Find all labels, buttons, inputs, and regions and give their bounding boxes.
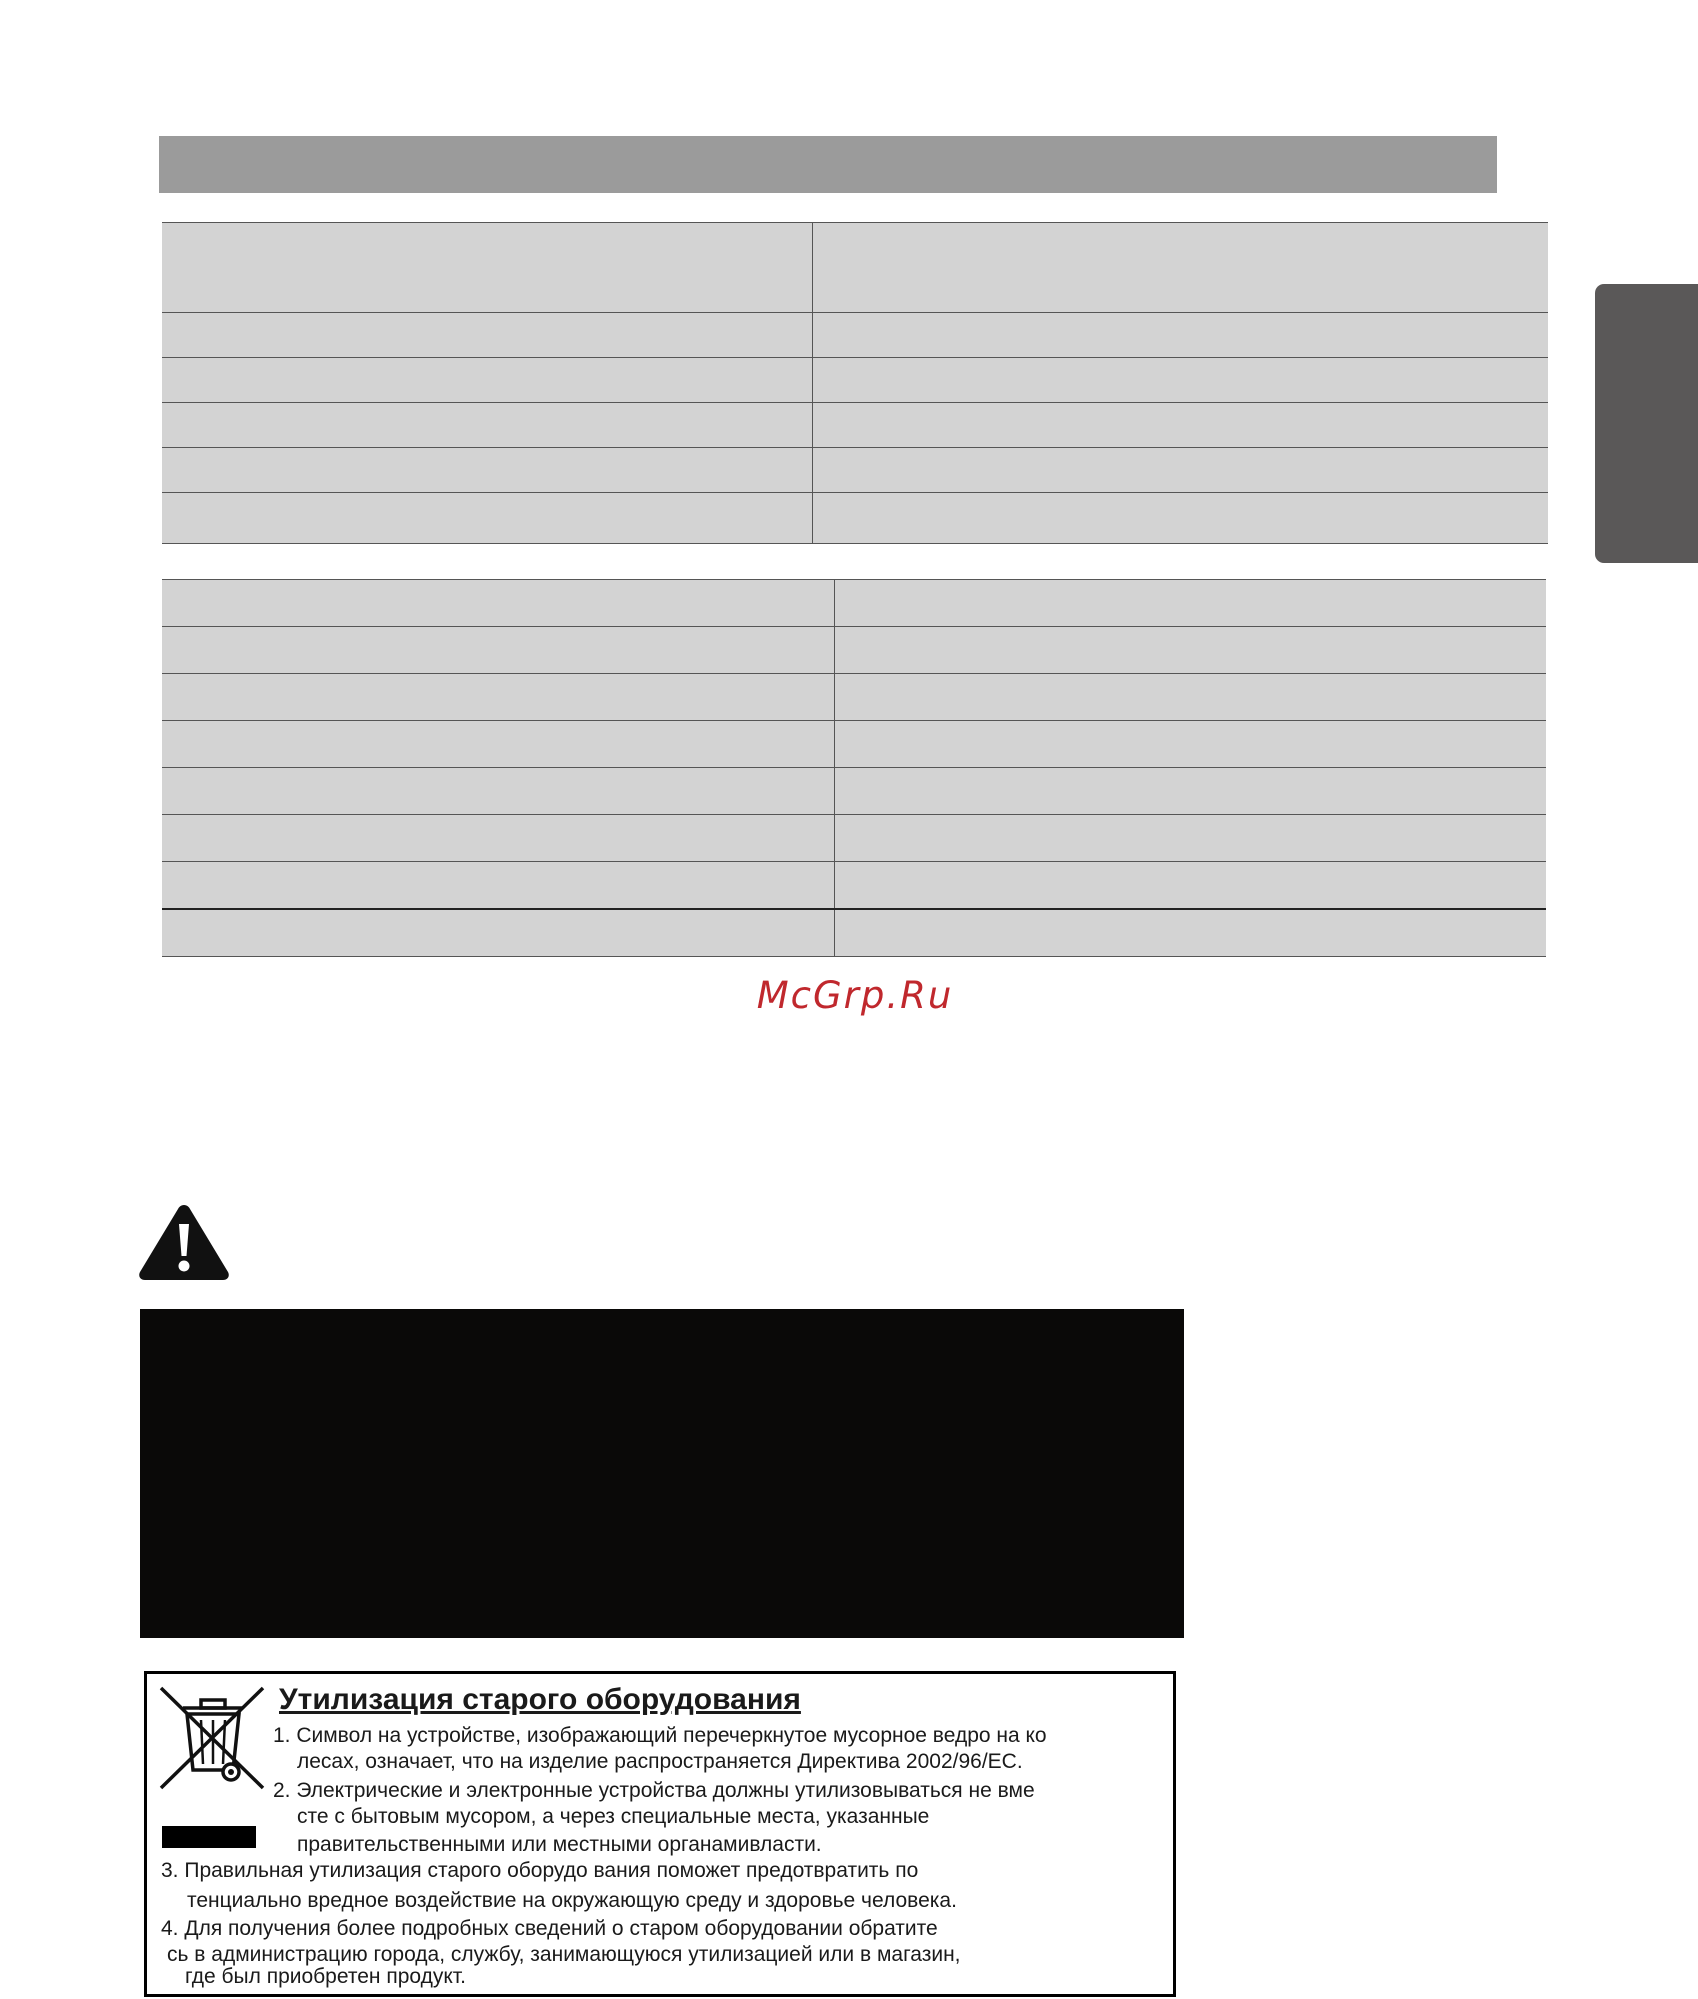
bin-underline-bar [162,1826,256,1848]
table-row [162,358,1548,403]
table-row [162,627,1546,674]
disposal-line: лесах, означает, что на изделие распространяется Директива 2002/96/EC. [297,1750,1023,1773]
warning-triangle-icon [137,1202,231,1282]
table-row [162,403,1548,448]
table-row [162,721,1546,768]
disposal-line: 1. Символ на устройстве, изображающий перечеркнутое мусорное ведро на ко [273,1724,1047,1747]
table-row [162,493,1548,544]
watermark-text: McGrp.Ru [756,974,954,1017]
spec-table-1 [162,222,1548,544]
disposal-line: правительственными или местными органамивласти. [297,1833,822,1856]
warning-text-box [140,1309,1184,1638]
table-row [162,580,1546,627]
table-row [162,909,1546,957]
disposal-line: тенциально вредное воздействие на окружающую среду и здоровье человека. [187,1889,957,1912]
disposal-line: 4. Для получения более подробных сведений о старом оборудовании обратите [161,1917,938,1940]
spec-table-2 [162,579,1546,957]
disposal-line: 3. Правильная утилизация старого оборудо вания поможет предотвратить по [161,1859,919,1882]
disposal-line: сь в администрацию города, службу, занимающуюся утилизацией или в магазин, [167,1943,961,1966]
table-row [162,768,1546,815]
disposal-line: 2. Электрические и электронные устройства должны утилизовываться не вме [273,1779,1035,1802]
table-row [162,223,1548,313]
crossed-out-bin-icon [157,1684,269,1792]
language-side-tab [1595,284,1698,563]
table-row [162,815,1546,862]
table-row [162,862,1546,910]
table-row [162,674,1546,721]
disposal-notice [144,1671,1176,1997]
disposal-title: Утилизация старого оборудования [279,1683,801,1716]
disposal-line: где был приобретен продукт. [185,1965,466,1988]
table-row [162,448,1548,493]
table-row [162,313,1548,358]
disposal-line: сте с бытовым мусором, а через специальные места, указанные [297,1805,930,1828]
section-header-bar [159,136,1497,193]
